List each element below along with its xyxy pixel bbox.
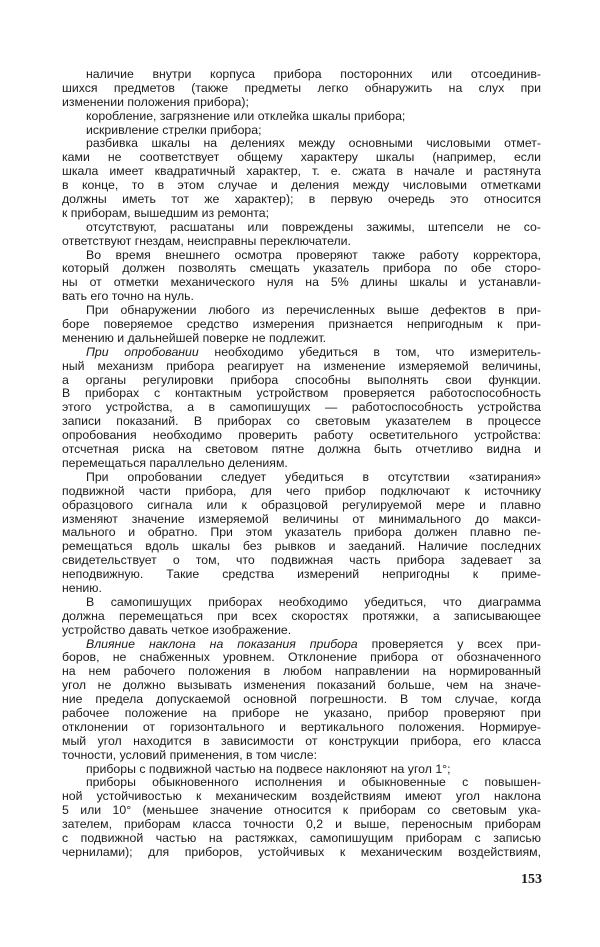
text-line (62, 401, 541, 415)
line-text: рабочее положение на приборе не указано, прибор проверяют при (62, 706, 541, 720)
text-line (62, 82, 541, 96)
line-text: отсутствуют, расшатаны или повреждены зажимы, штепсели не со- (86, 220, 541, 234)
line-text: В самопишущих приборах необходимо убедиться, что диаграмма (86, 595, 541, 609)
text-line (62, 471, 541, 485)
line-text: При обнаружении любого из перечисленных выше дефектов в при- (86, 304, 541, 318)
line-text: этого устройства, а в самопишущих — работоспособность устройства (62, 401, 541, 415)
text-line (62, 749, 541, 763)
line-text: нению. (62, 581, 102, 595)
text-line (62, 526, 541, 540)
text-line (62, 776, 541, 790)
line-text: опробования необходимо проверить работу осветительного устройства: (62, 429, 541, 443)
line-text: перемещаться параллельно делениям. (62, 456, 288, 470)
text-line (62, 679, 541, 693)
text-line (62, 540, 541, 554)
line-text: который должен позволять смещать указатель прибора по обе сторо- (62, 262, 541, 276)
line-text: чернилами); для приборов, устойчивых к механическим воздействиям, (62, 845, 541, 859)
text-line (62, 638, 541, 652)
text-line (62, 193, 541, 207)
italic-run-in-heading: Влияние наклона на показания прибора (86, 637, 358, 651)
text-line (62, 554, 541, 568)
line-text: вать его точно на нуль. (62, 290, 194, 304)
line-text: ный механизм прибора реагирует на изменение измеряемой величины, (62, 359, 541, 373)
text-line (62, 262, 541, 276)
line-text: 5 или 10° (меньшее значение относится к приборам со световым ука- (62, 804, 541, 818)
text-line (62, 846, 541, 860)
page-body-text (62, 68, 541, 860)
line-text: а органы регулировки прибора способны выполнять свои функции. (62, 373, 541, 387)
line-text: ками не соответствует общему характеру шкалы (например, если (62, 151, 541, 165)
text-line (62, 276, 541, 290)
text-line (62, 360, 541, 374)
line-text: должна перемещаться при всех скоростях протяжки, а записывающее (62, 609, 541, 623)
line-text: изменяют значение измеряемой величины от минимального до макси- (62, 512, 541, 526)
text-line (62, 651, 541, 665)
line-text: приборы обыкновенного исполнения и обыкновенные с повышен- (86, 776, 541, 790)
text-line (62, 665, 541, 679)
text-line (62, 804, 541, 818)
text-line (62, 499, 541, 513)
line-text: разбивка шкалы на делениях между основными числовыми отмет- (86, 137, 541, 151)
text-line (62, 207, 541, 221)
text-line (62, 568, 541, 582)
text-line (62, 763, 541, 777)
line-text: боре поверяемое средство измерения признается непригодным к при- (62, 318, 541, 332)
text-line (62, 332, 541, 346)
text-line (62, 721, 541, 735)
text-line (62, 221, 541, 235)
text-line (62, 235, 541, 249)
text-line (62, 707, 541, 721)
line-text: искривление стрелки прибора; (86, 123, 262, 137)
italic-run-in-heading: При опробовании (86, 345, 199, 359)
line-text: с подвижной частью на растяжках, самопишущим приборам с записью (62, 831, 541, 845)
line-text: образцового сигнала или к образцовой регулируемой мере и плавно (62, 498, 541, 512)
line-text: ремещаться вдоль шкалы без рывков и заеданий. Наличие последних (62, 540, 541, 554)
text-line (62, 68, 541, 82)
text-line (62, 124, 541, 138)
line-text: ной устойчивостью к механическим воздействиям имеют угол наклона (62, 790, 541, 804)
line-text: шихся предметов (также предметы легко обнаружить на слух при (62, 81, 541, 95)
line-text: шкала имеет квадратичный характер, т. е. сжата в начале и растянута (62, 165, 541, 179)
text-line (62, 374, 541, 388)
line-text: отклонении от горизонтального и вертикального положения. Нормируе- (62, 720, 541, 734)
line-text: угол не должно вызывать изменения показаний больше, чем на значе- (62, 679, 541, 693)
line-text: изменении положения прибора); (62, 95, 249, 109)
text-line (62, 387, 541, 401)
line-text: неподвижную. Такие средства измерений непригодны к приме- (62, 568, 541, 582)
text-line (62, 596, 541, 610)
line-text: устройство давать четкое изображение. (62, 623, 292, 637)
text-line (62, 735, 541, 749)
line-text: ответствуют гнездам, неисправны переключатели. (62, 234, 351, 248)
text-line (62, 457, 541, 471)
line-text: необходимо убедиться в том, что измеритель- (198, 345, 541, 359)
text-line (62, 346, 541, 360)
text-line (62, 429, 541, 443)
line-text: к приборам, вышедшим из ремонта; (62, 206, 270, 220)
line-text: наличие внутри корпуса прибора посторонних или отсоединив- (86, 68, 541, 81)
line-text: менению и дальнейшей поверке не подлежит. (62, 331, 327, 345)
text-line (62, 318, 541, 332)
line-text: мального и обратно. При этом указатель прибора должен плавно пе- (62, 526, 541, 540)
line-text: точности, условий применения, в том числе: (62, 748, 318, 762)
text-line (62, 610, 541, 624)
line-text: приборы с подвижной частью на подвесе наклоняют на угол 1°; (86, 762, 451, 776)
text-line (62, 110, 541, 124)
line-text: При опробовании следует убедиться в отсутствии «затирания» (86, 470, 541, 484)
text-line (62, 96, 541, 110)
line-text: проверяется у всех при- (357, 637, 541, 651)
text-line (62, 249, 541, 263)
text-line (62, 485, 541, 499)
text-line (62, 179, 541, 193)
text-line (62, 832, 541, 846)
text-line (62, 790, 541, 804)
page-number: 153 (521, 872, 542, 887)
line-text: в конце, то в этом случае и деления между числовыми отметками (62, 179, 541, 193)
text-line (62, 304, 541, 318)
line-text: В приборах с контактным устройством проверяется работоспособность (62, 387, 541, 401)
line-text: на нем рабочего положения в любом направлении на нормированный (62, 665, 541, 679)
text-line (62, 165, 541, 179)
line-text: коробление, загрязнение или отклейка шкалы прибора; (86, 109, 406, 123)
text-line (62, 513, 541, 527)
line-text: подвижной части прибора, для чего прибор подключают к источнику (62, 484, 541, 498)
text-line (62, 624, 541, 638)
text-line (62, 290, 541, 304)
line-text: боров, не снабженных уровнем. Отклонение прибора от обозначенного (62, 651, 541, 665)
line-text: записи показаний. В приборах со световым указателем в процессе (62, 415, 541, 429)
text-line (62, 151, 541, 165)
line-text: свидетельствует о том, что подвижная часть прибора задевает за (62, 554, 541, 568)
line-text: отсчетная риска на световом пятне должна быть отчетливо видна и (62, 443, 541, 457)
text-line (62, 818, 541, 832)
line-text: ны от отметки механического нуля на 5% длины шкалы и устанавли- (62, 276, 541, 290)
line-text: Во время внешнего осмотра проверяют также работу корректора, (86, 248, 541, 262)
line-text: зателем, приборам класса точности 0,2 и выше, переносным приборам (62, 818, 541, 832)
text-line (62, 582, 541, 596)
text-line (62, 137, 541, 151)
line-text: должны иметь тот же характер); в первую очередь это относится (62, 193, 541, 207)
text-line (62, 443, 541, 457)
text-line (62, 415, 541, 429)
line-text: ние предела допускаемой основной погрешности. В том случае, когда (62, 693, 541, 707)
line-text: мый угол находится в зависимости от конструкции прибора, его класса (62, 734, 541, 748)
text-line (62, 693, 541, 707)
